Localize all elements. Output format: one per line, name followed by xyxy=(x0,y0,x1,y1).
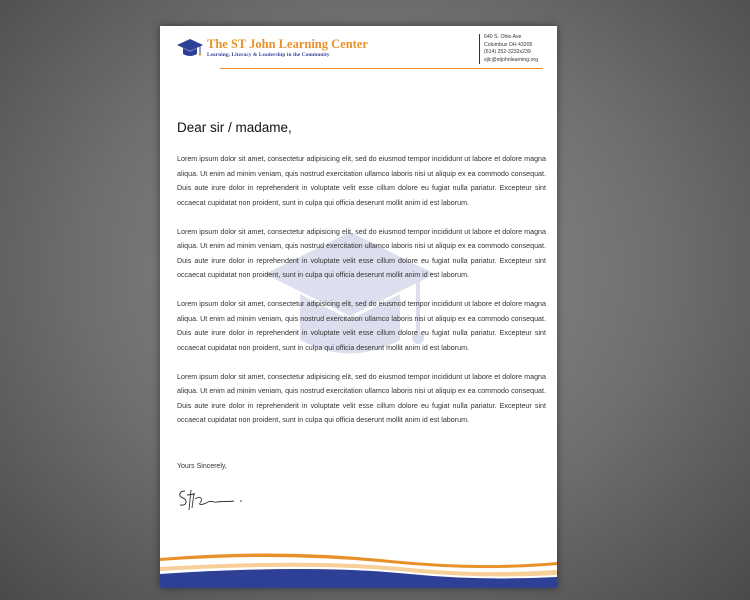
body-paragraph: Lorem ipsum dolor sit amet, consectetur adipisicing elit, sed do eiusmod tempor incididunt ut labore et dolore magna aliqua. Ut enim ad minim veniam, quis nostrud exercitation ullamco laboris nisi ut aliquip ex ea commodo consequat. Duis aute irure dolor in reprehenderit in voluptate velit esse cillum dolore eu fugiat nulla pariatur. Excepteur sint occaecat cupidatat non proident, sunt in culpa qui officia deserunt mollit anim id est laborum. xyxy=(177,300,546,352)
email-address: sjlc@stjohnlearning.org xyxy=(484,56,538,63)
body-paragraph: Lorem ipsum dolor sit amet, consectetur adipisicing elit, sed do eiusmod tempor incididunt ut labore et dolore magna aliqua. Ut enim ad minim veniam, quis nostrud exercitation ullamco laboris nisi ut aliquip ex ea commodo consequat. Duis aute irure dolor in reprehenderit in voluptate velit esse cillum dolore eu fugiat nulla pariatur. Excepteur sint occaecat cupidatat non proident, sunt in culpa qui officia deserunt mollit anim id est laborum. xyxy=(177,155,546,207)
address-line-2: Columbus OH 43205 xyxy=(484,41,533,48)
body-paragraph: Lorem ipsum dolor sit amet, consectetur adipisicing elit, sed do eiusmod tempor incididunt ut labore et dolore magna aliqua. Ut enim ad minim veniam, quis nostrud exercitation ullamco laboris nisi ut aliquip ex ea commodo consequat. Duis aute irure dolor in reprehenderit in voluptate velit esse cillum dolore eu fugiat nulla pariatur. Excepteur sint occaecat cupidatat non proident, sunt in culpa qui officia deserunt mollit anim id est laborum. xyxy=(177,227,546,279)
letter-closing: Yours Sincerely, xyxy=(177,463,227,470)
letter-greeting: Dear sir / madame, xyxy=(177,120,292,135)
header-rule xyxy=(220,68,543,69)
organization-tagline: Learning, Literacy & Leadership in the Community xyxy=(207,52,330,58)
organization-name: The ST John Learning Center xyxy=(207,37,368,51)
contact-block xyxy=(484,34,538,64)
header-divider xyxy=(479,34,480,64)
phone-number: (614) 252-3232x239 xyxy=(484,49,531,56)
handwritten-signature xyxy=(176,486,254,512)
footer-wave-band xyxy=(160,550,557,588)
letterhead-page xyxy=(160,26,557,588)
graduation-cap-icon xyxy=(176,37,204,59)
letter-body xyxy=(177,152,546,442)
address-line-1: 640 S. Ohio Ave xyxy=(484,34,522,40)
body-paragraph: Lorem ipsum dolor sit amet, consectetur adipisicing elit, sed do eiusmod tempor incididunt ut labore et dolore magna aliqua. Ut enim ad minim veniam, quis nostrud exercitation ullamco laboris nisi ut aliquip ex ea commodo consequat. Duis aute irure dolor in reprehenderit in voluptate velit esse cillum dolore eu fugiat nulla pariatur. Excepteur sint occaecat cupidatat non proident, sunt in culpa qui officia deserunt mollit anim id est laborum. xyxy=(177,372,546,424)
